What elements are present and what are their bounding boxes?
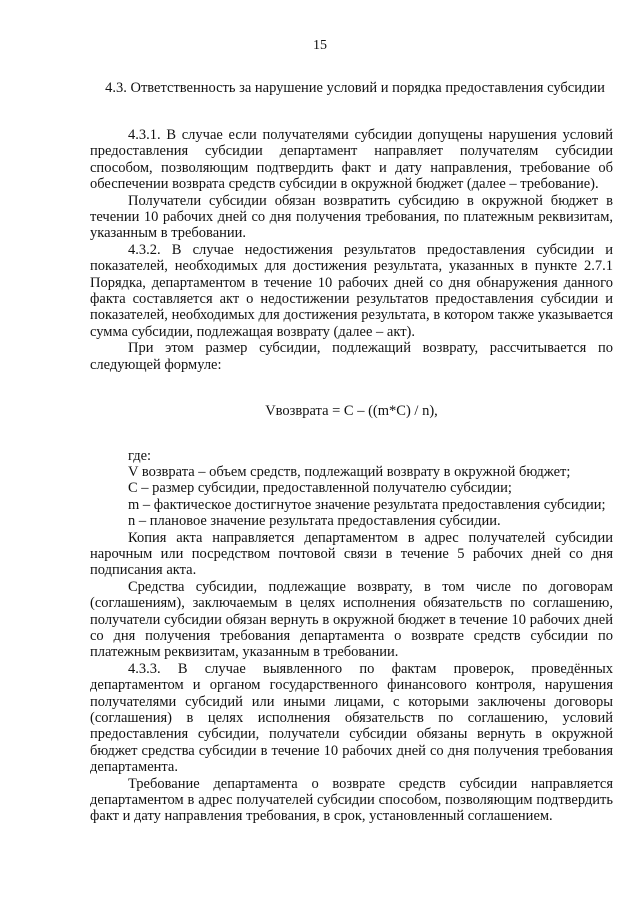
definition-m: m – фактическое достигнутое значение результата предоставления субсидии;	[128, 496, 606, 513]
paragraph-funds-return: Средства субсидии, подлежащие возврату, в том числе по договорам (соглашениям), заключаемым в целях исполнения обязательств по соглашению, получатели субсидии обязан вернуть в окружной бюджет в течение 10 рабочих дней со дня получения требования департамента о возврате средств субсидии по платежным реквизитам, указанным в требовании.	[90, 578, 613, 661]
paragraph-4-3-3: 4.3.3. В случае выявленного по фактам проверок, проведённых департаментом и органом государственного финансового контроля, нарушения получателями субсидий или иными лицами, с которыми заключены договоры (соглашения) в целях исполнения обязательств по соглашению, условий предоставления субсидии, получатели субсидии обязаны вернуть в окружной бюджет средства субсидии в течение 10 рабочих дней со дня получения требования департамента.	[90, 660, 613, 776]
paragraph-4-3-1: 4.3.1. В случае если получателями субсидии допущены нарушения условий предоставления субсидии департамент направляет получателям субсидии способом, позволяющим подтвердить факт и дату направления, требование об обеспечении возврата средств субсидии в окружной бюджет (далее – требование).	[90, 127, 613, 193]
definition-v: V возврата – объем средств, подлежащий возврату в окружной бюджет;	[128, 463, 571, 480]
section-heading: 4.3. Ответственность за нарушение условий и порядка предоставления субсидии	[105, 80, 605, 96]
document-body	[90, 127, 613, 825]
paragraph-demand-sending: Требование департамента о возврате средств субсидии направляется департаментом в адрес получателей субсидии способом, позволяющим подтвердить факт и дату направления требования, в срок, установленный соглашением.	[90, 775, 613, 825]
paragraph-formula-intro: При этом размер субсидии, подлежащий возврату, рассчитывается по следующей формуле:	[90, 340, 613, 373]
definition-n: n – плановое значение результата предоставления субсидии.	[128, 513, 501, 530]
paragraph-return-deadline: Получатели субсидии обязан возвратить субсидию в окружной бюджет в течении 10 рабочих дней со дня получения требования, по платежным реквизитам, указанным в требовании.	[90, 192, 613, 242]
page-number: 15	[313, 38, 327, 53]
where-label: где:	[128, 447, 152, 464]
paragraph-4-3-2: 4.3.2. В случае недостижения результатов предоставления субсидии и показателей, необходимых для достижения результата, указанных в пункте 2.7.1 Порядка, департаментом в течение 10 рабочих дней со дня обнаружения данного факта составляется акт о недостижении результатов предоставления субсидии и показателей, необходимых для достижения результата, в котором также указывается сумма субсидии, подлежащая возврату (далее – акт).	[90, 241, 613, 340]
formula: Vвозврата = С – ((m*C) / n),	[265, 403, 438, 420]
definition-c: С – размер субсидии, предоставленной получателю субсидии;	[128, 480, 512, 497]
paragraph-act-copy: Копия акта направляется департаментом в адрес получателей субсидии нарочным или посредством почтовой связи в течение 5 рабочих дней со дня подписания акта.	[90, 529, 613, 579]
